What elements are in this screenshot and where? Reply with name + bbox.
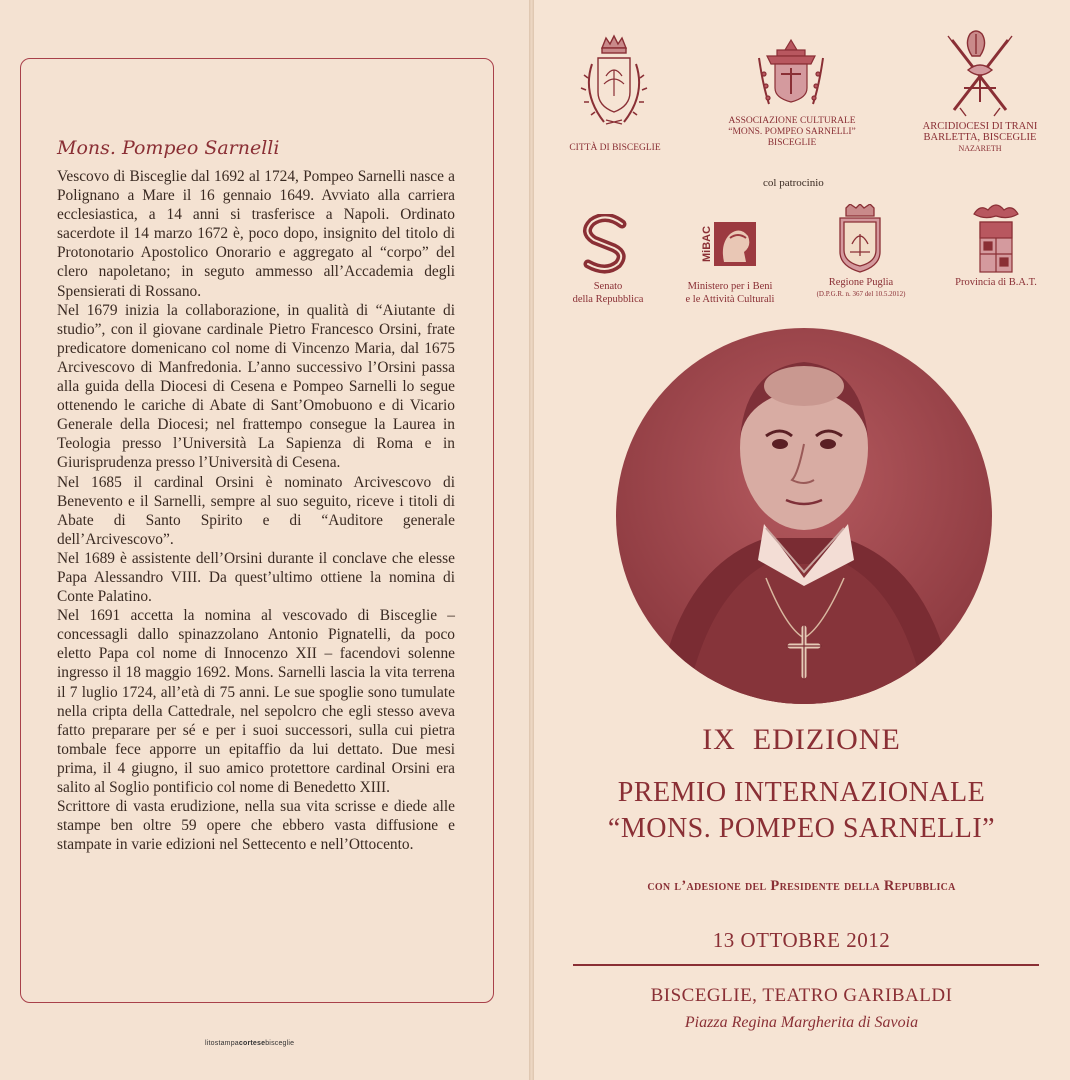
patron-caption: Ministero per i Beni e le Attività Culturali [685,281,775,305]
biography-paragraph: Nel 1679 inizia la collaborazione, in qualità di “Aiutante di studio”, con il giovane cardinale Pietro Francesco Orsini, frate predicatore domenicano col nome di Vincenzo Maria, dal 1675 Arcivescovo di Manfredonia. L’anno successivo l’Orsini passa alla guida della Diocesi di Cesena e Pompeo Sarnelli lo segue ottenendo le cariche di Abate di Sant’Omobuono e di Vicario Generale della Diocesi; nel frattempo consegue la Laurea in Teologia presso l’Università La Sapienza di Roma e in Giurisprudenza presso l’Università di Cesena. [57,301,455,472]
award-title-line1: PREMIO INTERNAZIONALE [617,777,986,808]
organizer-caption: ASSOCIAZIONE CULTURALE “MONS. POMPEO SARNELLI” BISCEGLIE [728,116,856,148]
association-crest-icon [755,38,827,108]
organizer-caption: CITTÀ DI BISCEGLIE [569,143,661,153]
divider [573,964,1039,966]
city-crest-icon [578,34,650,134]
printer-credit: litostampacortesebisceglie [205,1040,295,1047]
regione-puglia-crest-icon [836,204,884,274]
patron-caption: Regione Puglia (D.P.G.R. n. 367 del 10.5.2012) [816,277,906,298]
biography-text [57,167,455,854]
provincia-bat-crest-icon [968,202,1024,276]
adhesion-line: con l’adesione del Presidente della Repubblica [647,878,956,894]
biography-title: Mons. Pompeo Sarnelli [57,137,280,159]
fold-line [529,0,534,1080]
award-title-line2: “MONS. POMPEO SARNELLI” [607,813,996,844]
patronage-label: col patrocinio [763,177,824,189]
mibac-logo-icon [700,222,756,266]
event-date: 13 OTTOBRE 2012 [712,928,891,952]
svg-text:MiBAC: MiBAC [701,225,713,262]
senato-logo-icon [578,214,634,274]
biography-paragraph: Scrittore di vasta erudizione, nella sua vita scrisse e diede alle stampe ben oltre 59 opere che ebbero vasta diffusione e stampate in varie edizioni nel Settecento e nell’Ottocento. [57,798,455,854]
edition-title: IX EDIZIONE [702,723,901,756]
biography-paragraph: Nel 1685 il cardinal Orsini è nominato Arcivescovo di Benevento e il Sarnelli, sempre al suo seguito, riceve i titoli di Abate di Santo Spirito e di “Auditore generale dell’Arcivescovo”. [57,473,455,548]
event-venue: BISCEGLIE, TEATRO GARIBALDI [650,985,953,1006]
event-address: Piazza Regina Margherita di Savoia [684,1014,919,1031]
archdiocese-crest-icon [940,30,1020,118]
organizer-caption: ARCIDIOCESI DI TRANI BARLETTA, BISCEGLIE NAZARETH [922,121,1038,153]
biography-paragraph: Vescovo di Bisceglie dal 1692 al 1724, Pompeo Sarnelli nasce a Polignano a Mare il 16 gennaio 1649. Avviato alla carriera ecclesiastica, a 14 anni si trasferisce a Napoli. Ordinato sacerdote il 14 marzo 1672 è, poco dopo, insignito del titolo di Protonotario Apostolico Onorario e aggregato al “corpo” del clero napoletano; in seguto ammesso all’Accademia degli Spensierati di Rossano. [57,168,455,300]
biography-paragraph: Nel 1689 è assistente dell’Orsini durante il conclave che elesse Papa Alessandro VIII. Da quest’ultimo ottiene la nomina di Conte Palatino. [57,549,455,606]
biography-paragraph: Nel 1691 accetta la nomina al vescovado di Bisceglie – concessagli dallo spinazzolano Antonio Pignatelli, da poco eletto Papa col nome di Innocenzo XII – facendovi solenne ingresso il 18 maggio 1692. Mons. Sarnelli lascia la vita terrena il 7 luglio 1724, all’età di 75 anni. Le sue spoglie sono tumulate nella cripta della Cattedrale, nel sepolcro che egli stesso aveva fatto preparare per sé e per i suoi successori, sulla cui pietra tombale fece apporre un epitaffio da lui dettato. Due mesi prima, il 4 giugno, il suo amico protettore cardinal Orsini era salito al Soglio pontificio col nome di Benedetto XIII. [57,607,455,796]
patron-caption: Senato della Repubblica [572,281,644,305]
portrait-image [616,328,992,704]
patron-caption: Provincia di B.A.T. [955,277,1037,288]
